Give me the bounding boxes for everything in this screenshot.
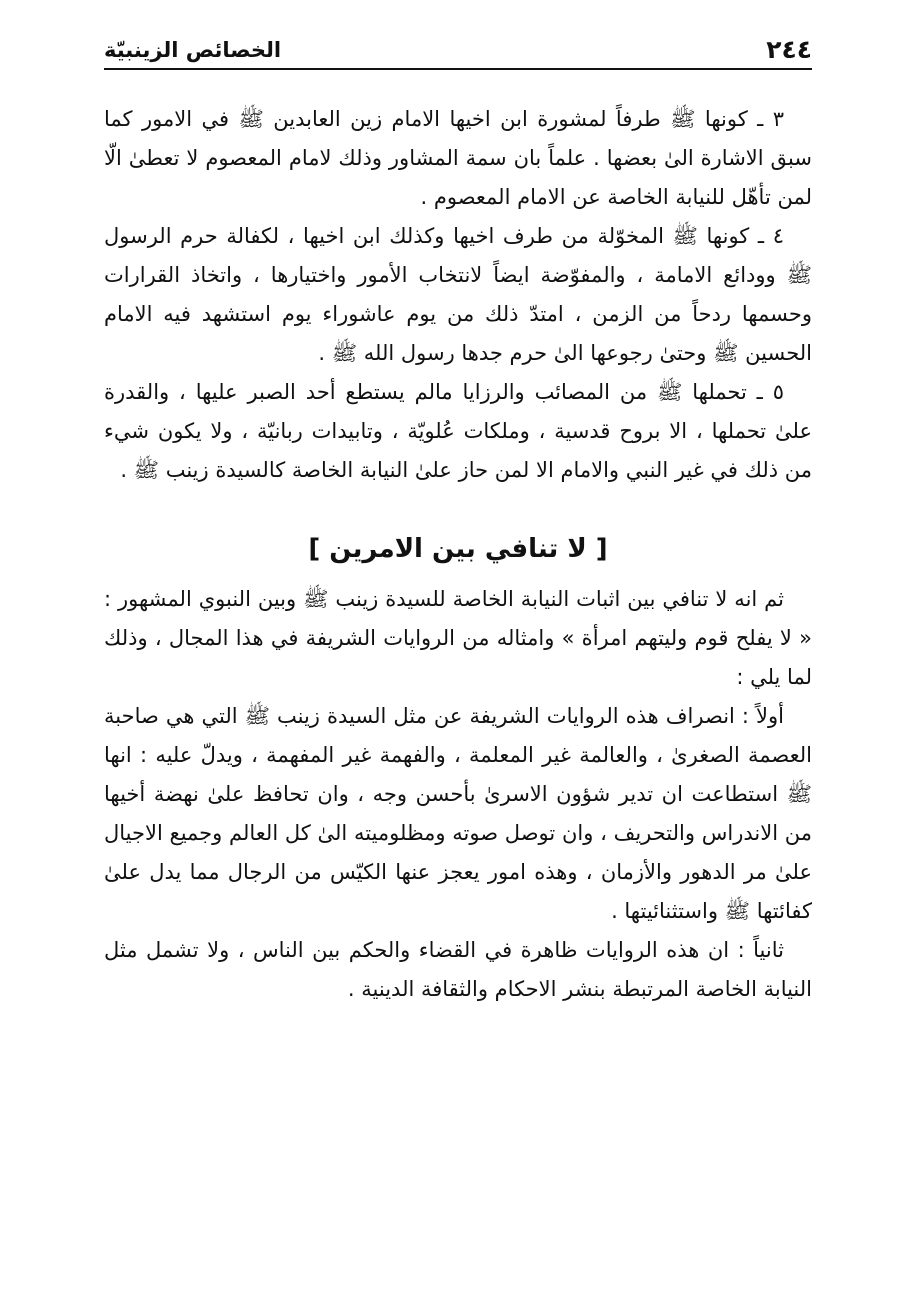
page-header	[104, 34, 812, 70]
paragraph-item-4: ٤ ـ كونها ﷺ المخوّلة من طرف اخيها وكذلك ابن اخيها ، لكفالة حرم الرسول ﷺ وودائع الامامة ، والمفوّضة ايضاً لانتخاب الأمور واختيارها ، واتخاذ القرارات وحسمها ردحاً من الزمن ، امتدّ ذلك من يوم عاشوراء يوم استشهد فيه الامام الحسين ﷺ وحتىٰ رجوعها الىٰ حرم جدها رسول الله ﷺ .	[104, 224, 812, 365]
paragraph-item-5: ٥ ـ تحملها ﷺ من المصائب والرزايا مالم يستطع أحد الصبر عليها ، والقدرة علىٰ تحملها ، الا بروح قدسية ، وملكات عُلويّة ، وتابيدات ربانيّة ، ولا يكون شيء من ذلك في غير النبي والامام الا لمن حاز علىٰ النيابة الخاصة كالسيدة زينب ﷺ .	[104, 380, 812, 482]
paragraph-second: ثانياً : ان هذه الروايات ظاهرة في القضاء والحكم بين الناس ، ولا تشمل مثل النيابة الخاصة المرتبطة بنشر الاحكام والثقافة الدينية .	[104, 938, 812, 1001]
paragraph-item-3: ٣ ـ كونها ﷺ طرفاً لمشورة ابن اخيها الامام زين العابدين ﷺ في الامور كما سبق الاشارة الىٰ بعضها . علماً بان سمة المشاور وذلك لامام المعصوم لا تعطىٰ الّا لمن تأهّل للنيابة الخاصة عن الامام المعصوم .	[104, 107, 812, 209]
paragraph-intro: ثم انه لا تنافي بين اثبات النيابة الخاصة للسيدة زينب ﷺ وبين النبوي المشهور : « لا يفلح قوم وليتهم امرأة » وامثاله من الروايات الشريفة في هذا المجال ، وذلك لما يلي :	[104, 587, 812, 689]
section-title: [ لا تنافي بين الامرين ]	[308, 534, 608, 564]
paragraph-first: أولاً : انصراف هذه الروايات الشريفة عن مثل السيدة زينب ﷺ التي هي صاحبة العصمة الصغرىٰ ، والعالمة غير المعلمة ، والفهمة غير المفهمة ، ويدلّ عليه : انها ﷺ استطاعت ان تدير شؤون الاسرىٰ بأحسن وجه ، وان تحافظ علىٰ نهضة أخيها من الاندراس والتحريف ، وان توصل صوته ومظلوميته الىٰ كل العالم وجميع الاجيال علىٰ مر الدهور والأزمان ، وهذه امور يعجز عنها الكيّس من الرجال مما يدل علىٰ كفائتها ﷺ واستثنائيتها .	[104, 704, 812, 923]
page-body	[104, 94, 812, 1009]
running-title: الخصائص الزينبيّة	[104, 38, 282, 62]
page-number: ٢٤٤	[766, 35, 812, 64]
